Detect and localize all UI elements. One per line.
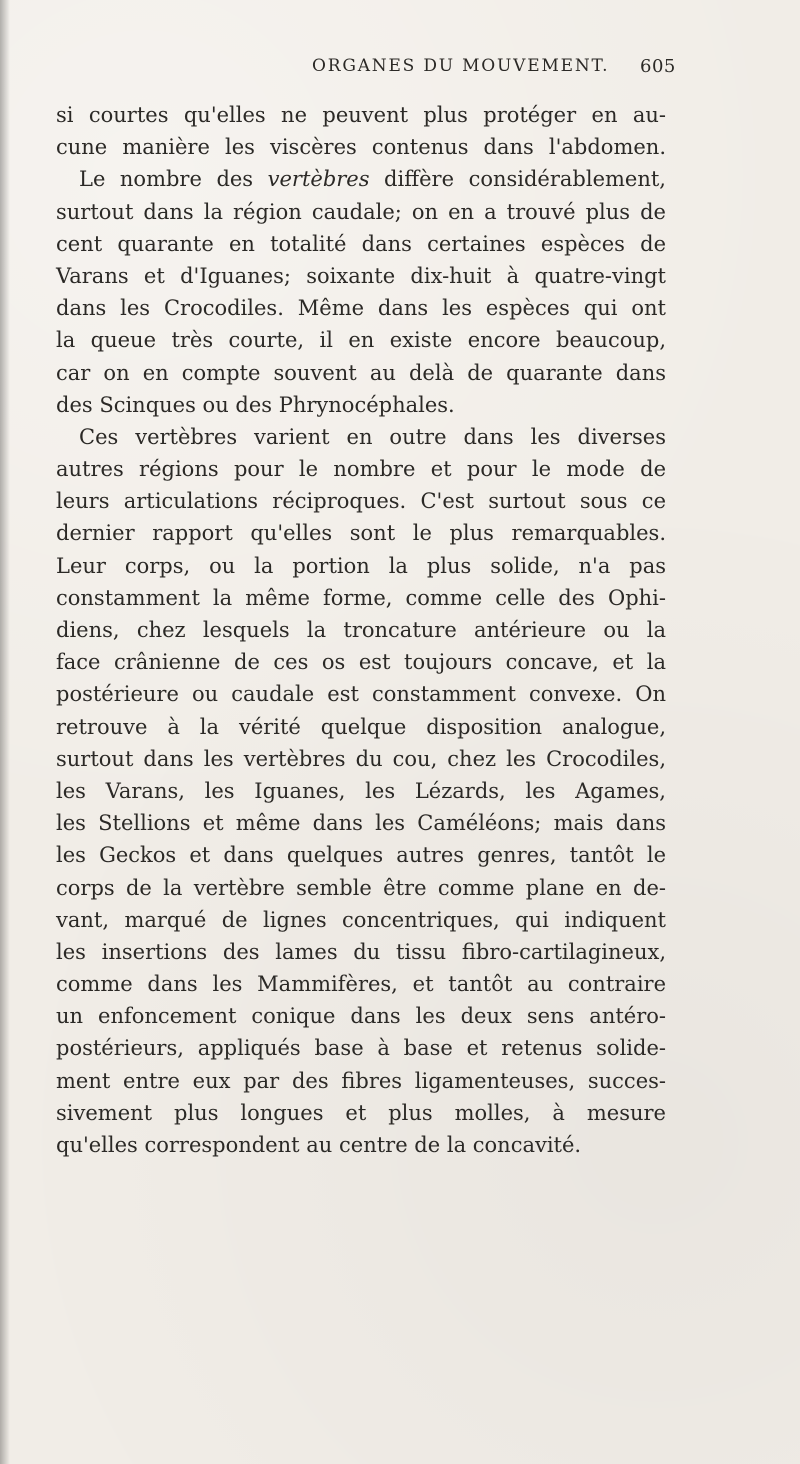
text-line-1: si courtes qu'elles ne peuvent plus protéger en au- <box>56 103 666 127</box>
text-line-27: les insertions des lames du tissu fibro-cartilagineux, <box>56 939 666 964</box>
text-line-29: un enfoncement conique dans les deux sens antéro- <box>56 1004 666 1029</box>
text-line-14: dernier rapport qu'elles sont le plus remarquables. <box>56 521 666 546</box>
text-line-32: sivement plus longues et plus molles, à mesure <box>56 1100 666 1125</box>
text-line-2: cune manière les viscères contenus dans l'abdomen. <box>56 135 666 160</box>
text-line-16: constamment la même forme, comme celle des Ophi- <box>56 585 666 610</box>
text-line-4: surtout dans la région caudale; on en a trouvé plus de <box>56 199 666 224</box>
text-fragment: diffère considérablement, <box>369 167 666 192</box>
text-line-10: des Scinques ou des Phrynocéphales. <box>56 392 455 417</box>
text-line-26: vant, marqué de lignes concentriques, qui indiquent <box>56 907 666 932</box>
page-header <box>0 56 800 86</box>
text-line-28: comme dans les Mammifères, et tantôt au contraire <box>56 972 666 997</box>
text-line-3 <box>56 163 666 195</box>
text-line-9: car on en compte souvent au delà de quarante dans <box>56 360 666 385</box>
text-line-7: dans les Crocodiles. Même dans les espèces qui ont <box>56 296 666 321</box>
text-line-19: postérieure ou caudale est constamment convexe. On <box>56 682 666 707</box>
emphasis-term: vertèbres <box>267 167 370 192</box>
text-line-11: Ces vertèbres varient en outre dans les diverses <box>79 424 666 449</box>
text-line-8: la queue très courte, il en existe encore beaucoup, <box>56 328 666 353</box>
text-line-5: cent quarante en totalité dans certaines espèces de <box>56 231 666 256</box>
text-line-12: autres régions pour le nombre et pour le mode de <box>56 457 666 482</box>
text-line-23: les Stellions et même dans les Caméléons; mais dans <box>56 811 666 836</box>
text-line-20: retrouve à la vérité quelque disposition analogue, <box>56 714 666 739</box>
text-line-25: corps de la vertèbre semble être comme plane en de- <box>56 875 666 900</box>
running-head: ORGANES DU MOUVEMENT. <box>312 56 610 76</box>
text-line-13: leurs articulations réciproques. C'est surtout sous ce <box>56 489 666 514</box>
text-line-24: les Geckos et dans quelques autres genres, tantôt le <box>56 843 666 868</box>
text-line-33: qu'elles correspondent au centre de la concavité. <box>56 1133 582 1157</box>
text-fragment: Le nombre des <box>79 167 268 192</box>
text-line-15: Leur corps, ou la portion la plus solide, n'a pas <box>56 553 666 578</box>
page-number: 605 <box>640 56 676 77</box>
text-line-22: les Varans, les Iguanes, les Lézards, les Agames, <box>56 778 666 803</box>
text-line-30: postérieurs, appliqués base à base et retenus solide- <box>56 1036 666 1061</box>
text-line-31: ment entre eux par des fibres ligamenteuses, succes- <box>56 1068 666 1093</box>
text-line-18: face crânienne de ces os est toujours concave, et la <box>56 650 666 675</box>
text-line-17: diens, chez lesquels la troncature antérieure ou la <box>56 618 666 642</box>
text-line-21: surtout dans les vertèbres du cou, chez les Crocodiles, <box>56 746 666 771</box>
text-line-6: Varans et d'Iguanes; soixante dix-huit à quatre-vingt <box>56 263 666 288</box>
page-binding-shadow <box>0 0 10 1464</box>
body-text <box>56 99 666 1161</box>
